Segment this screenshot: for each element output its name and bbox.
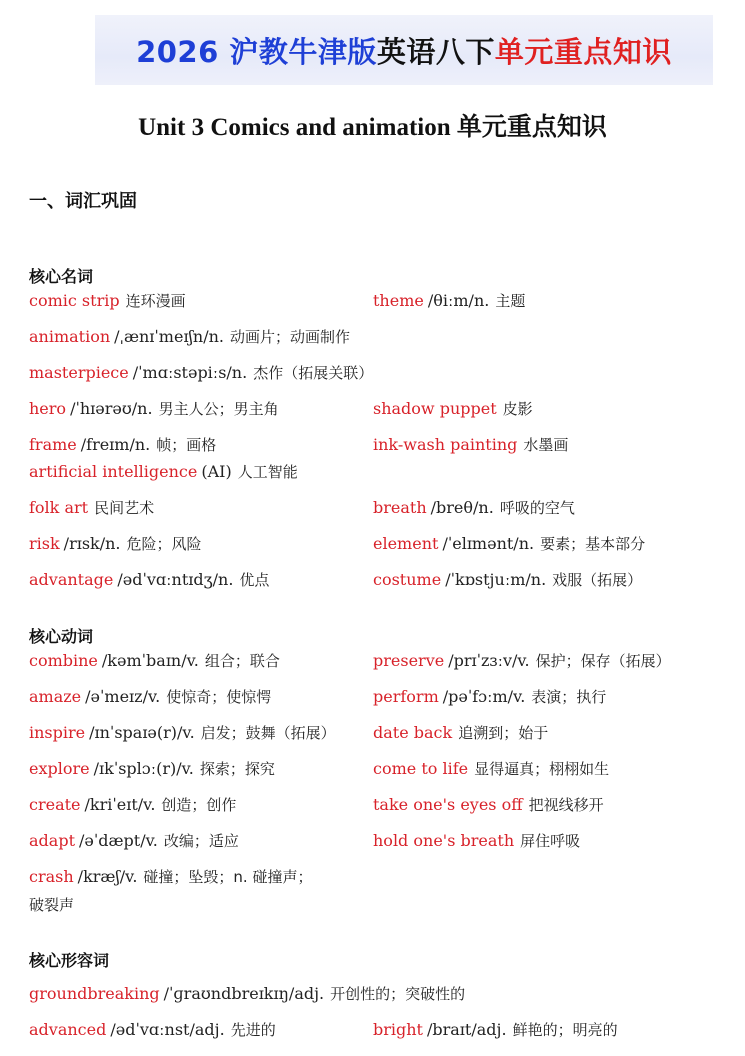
nouns-heading: 核心名词 (29, 267, 94, 286)
vocab-entry: explore /ɪkˈsplɔː(r)/v. 探索；探究 (29, 759, 275, 778)
vocab-entry: costume /ˈkɒstjuːm/n. 戏服（拓展） (373, 570, 643, 589)
vocab-entry: inspire /ɪnˈspaɪə(r)/v. 启发；鼓舞（拓展） (29, 723, 336, 742)
vocab-entry: amaze /əˈmeɪz/v. 使惊奇；使惊愕 (29, 687, 272, 706)
vocab-entry: element /ˈelɪmənt/n. 要素；基本部分 (373, 534, 646, 553)
vocab-entry: artificial intelligence (AI) 人工智能 (29, 462, 298, 481)
vocab-entry: come to life 显得逼真；栩栩如生 (373, 759, 610, 778)
vocab-entry: advantage /ədˈvɑːntɪdʒ/n. 优点 (29, 570, 270, 589)
vocab-entry: combine /kəmˈbaɪn/v. 组合；联合 (29, 651, 280, 670)
vocab-entry: folk art 民间艺术 (29, 498, 155, 517)
vocab-entry: advanced /ədˈvɑːnst/adj. 先进的 (29, 1020, 276, 1039)
vocab-entry: frame /freɪm/n. 帧；画格 (29, 435, 217, 454)
vocab-entry: preserve /prɪˈzɜːv/v. 保护；保存（拓展） (373, 651, 671, 670)
banner-topic: 单元重点知识 (494, 34, 672, 69)
vocab-entry: hero /ˈhɪərəʊ/n. 男主人公；男主角 (29, 399, 279, 418)
vocab-entry: shadow puppet 皮影 (373, 399, 533, 418)
adjectives-heading: 核心形容词 (29, 951, 110, 970)
vocab-entry: comic strip 连环漫画 (29, 291, 186, 310)
vocab-entry: date back 追溯到；始于 (373, 723, 549, 742)
vocab-entry: perform /pəˈfɔːm/v. 表演；执行 (373, 687, 607, 706)
vocab-entry: masterpiece /ˈmɑːstəpiːs/n. 杰作（拓展关联） (29, 363, 374, 382)
vocab-entry: hold one's breath 屏住呼吸 (373, 831, 581, 850)
vocab-entry: take one's eyes off 把视线移开 (373, 795, 604, 814)
section-heading: 一、词汇巩固 (29, 191, 137, 212)
vocab-entry-continuation: 破裂声 (29, 896, 75, 914)
vocab-entry: create /kriˈeɪt/v. 创造；创作 (29, 795, 237, 814)
vocab-entry: risk /rɪsk/n. 危险；风险 (29, 534, 202, 553)
vocab-entry: animation /ˌænɪˈmeɪʃn/n. 动画片；动画制作 (29, 327, 351, 346)
vocab-entry: adapt /əˈdæpt/v. 改编；适应 (29, 831, 239, 850)
vocab-entry: theme /θiːm/n. 主题 (373, 291, 526, 310)
banner-grade: 英语八下 (376, 34, 495, 69)
vocab-entry: groundbreaking /ˈɡraʊndbreɪkɪŋ/adj. 开创性的；突破性的 (29, 984, 466, 1003)
vocab-entry: crash /kræʃ/v. 碰撞；坠毁；n. 碰撞声； (29, 867, 313, 886)
page-title: Unit 3 Comics and animation 单元重点知识 (138, 114, 607, 141)
verbs-heading: 核心动词 (29, 627, 94, 646)
banner-edition: 2026 沪教牛津版 (136, 34, 377, 69)
vocab-entry: breath /breθ/n. 呼吸的空气 (373, 498, 575, 517)
header-banner (95, 15, 713, 85)
vocab-entry: ink-wash painting 水墨画 (373, 435, 569, 454)
vocab-entry: bright /braɪt/adj. 鲜艳的；明亮的 (373, 1020, 618, 1039)
